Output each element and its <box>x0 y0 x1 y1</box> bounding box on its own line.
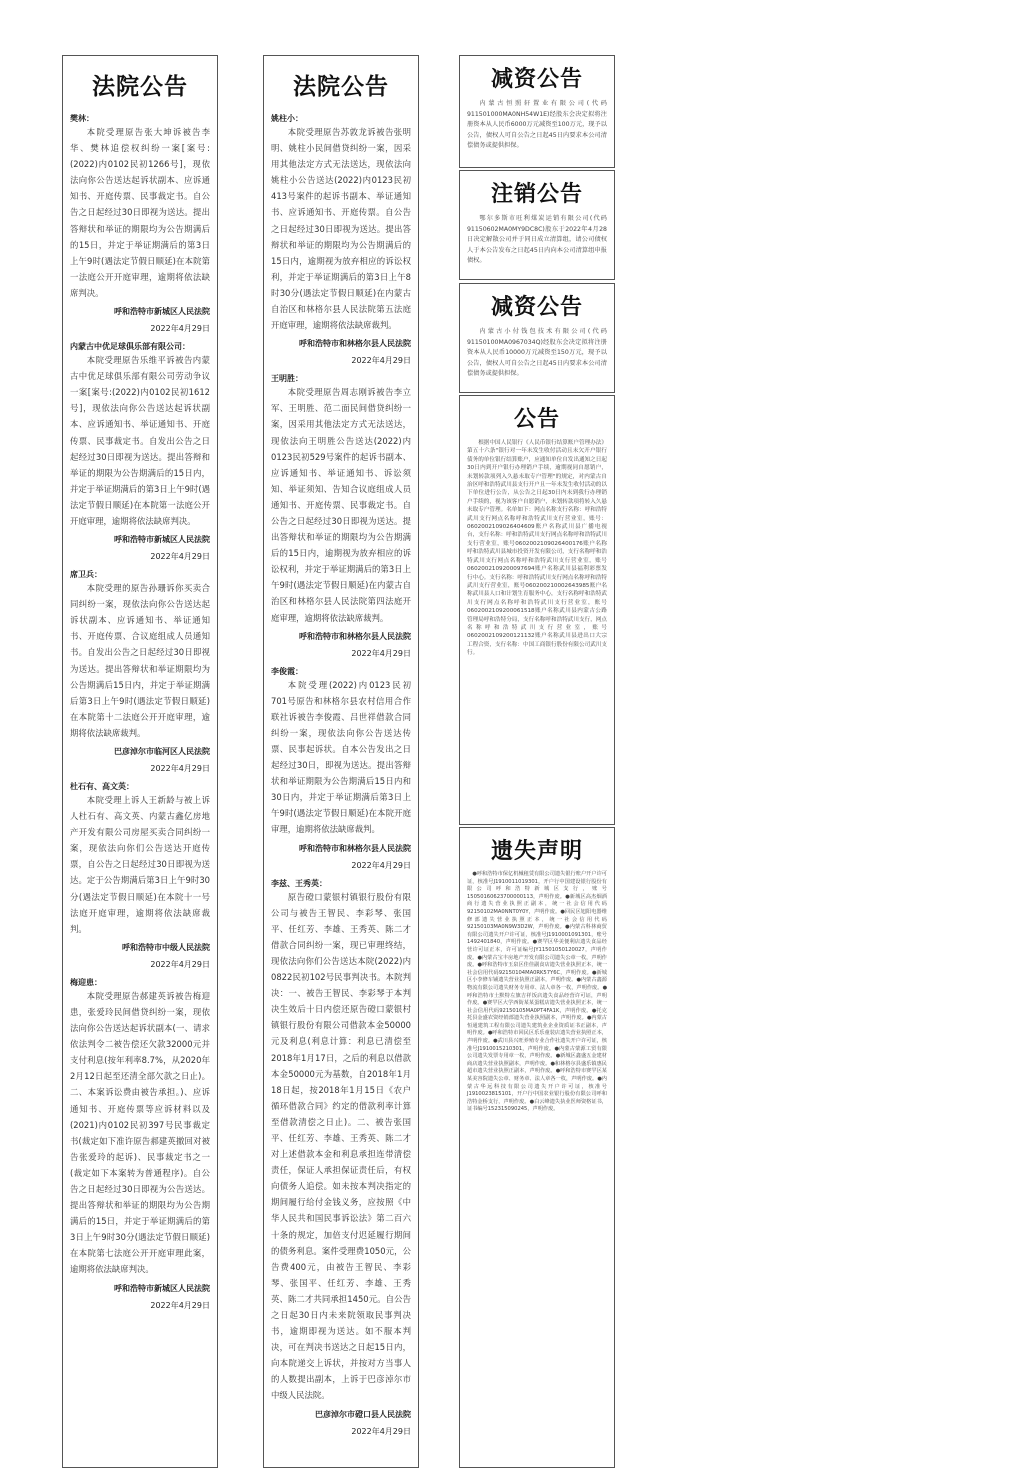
notice-body: 内蒙古恒照轩置业有限公司(代码911501000MA0NH54W1E)经股东会决定拟将注册资本从人民币6000万元减资至100万元，现予以公告，债权人可自公告之日起45日内要求本公司清偿债务或提供担保。 <box>467 100 607 150</box>
court-notice-column-2 <box>263 55 419 1468</box>
bank-account-notice <box>459 395 615 825</box>
notice-2 <box>271 373 411 661</box>
notice-heading: 减资公告 <box>490 294 583 320</box>
court-notice-column-1 <box>62 55 218 1468</box>
notice-date: 2022年4月29日 <box>150 1300 210 1310</box>
notice-heading: 遗失声明 <box>490 838 583 864</box>
notice-heading: 注销公告 <box>490 181 583 207</box>
notice-1 <box>271 113 411 369</box>
notice-heading: 公告 <box>513 406 560 432</box>
notice-date: 2022年4月29日 <box>150 764 210 773</box>
notice-body: 本院受理上诉人王新龄与被上诉人杜石有、高文英、内蒙古鑫亿房地产开发有限公司房屋买卖合同纠纷一案，现依法向你们公告送达开庭传票，自公告之日起经过30日即视为送达。定于公告期满后第3日上午9时30分(遇法定节假日顺延)在本院十一号法庭开庭审理，逾期将依法缺席裁判。 <box>70 795 210 934</box>
notice-5 <box>70 977 210 1314</box>
notice-body: 本院受理(2022)内0123民初701号原告和林格尔县农村信用合作联社诉被告李俊霞、吕世祥借款合同纠纷一案，现依法向你公告送达传票、民事起诉状。自本公告发出之日起经过30日，即视为送达。提出答辩状和举证期限为公告期满后15日内和30日内，并定于举证期满后第3日上午9时(遇法定节假日顺延)在本院开庭审理，逾期将依法缺席裁判。 <box>271 679 411 835</box>
notice-court: 呼和浩特市新城区人民法院 <box>114 307 210 317</box>
notice-3 <box>271 666 411 874</box>
notice-body: 本院受理原告郝建英诉被告梅迎患，张爱玲民间借贷纠纷一案，现依法向你公告送达起诉状副本(一、请求依法判令二被告偿还欠款32000元并支付利息(按年利率8.7%，从2020年2月12日起至还清全部欠款之日止)。二、本案诉讼费由被告承担。)、应诉通知书、开庭传票等应诉材料以及(2021)内0102民初397号民事裁定书(裁定如下准许原告郝建英撤回对被告张爱玲的起诉)、民事裁定书之一(裁定如下本案转为普通程序)。自公告之日起经过30日即视为公告送达。提出答辩状和举证的期限均为公告期满后的15日，并定于举证期满后的第3日上午9时30分(遇法定节假日顺延)在本院第七法庭公开开庭审理此案，逾期将依法缺席判决。 <box>70 990 210 1275</box>
notice-addressee: 杜石有、高文英： <box>70 782 134 791</box>
notice-body: 鄂尔多斯市旺利煤炭运销有限公司(代码91150602MA0MY9DC8C)股东于2022年4月28日决定解散公司并于同日成立清算组，请公司债权人于本公告发布之日起45日内向本公司清算组申报债权。 <box>467 215 607 265</box>
column-heading: 法院公告 <box>293 73 389 100</box>
notice-4 <box>70 781 210 973</box>
notice-addressee: 樊林： <box>70 114 94 123</box>
deregistration-notice <box>459 170 615 280</box>
notice-heading: 减资公告 <box>490 66 583 92</box>
notice-1 <box>70 113 210 337</box>
notice-addressee: 李兹、王秀英： <box>271 878 327 888</box>
notice-4 <box>271 878 411 1440</box>
column-heading: 法院公告 <box>92 73 188 100</box>
notice-court: 呼和浩特市和林格尔县人民法院 <box>299 843 411 853</box>
notice-3 <box>70 569 210 777</box>
notice-court: 巴彦淖尔市临河区人民法院 <box>114 747 210 756</box>
notice-addressee: 姚柱小： <box>271 114 303 123</box>
notice-court: 呼和浩特市和林格尔县人民法院 <box>299 339 411 349</box>
notice-body: 本院受理原告乐维平诉被告内蒙古中优足球俱乐部有限公司劳动争议一案[案号:(2022)内0102民初1612号]，现依法向你公告送达起诉状副本、应诉通知书、举证通知书、开庭传票、民事裁定书。自发出公告之日起经过30日即视为送达。提出答辩和举证的期限为公告期满后的15日内，并定于举证期满后的第3日上午9时(遇法定节假日顺延)在本院第一法庭公开开庭审理，逾期将依法缺席判决。 <box>70 355 210 526</box>
notice-date: 2022年4月29日 <box>351 648 411 658</box>
notice-court: 巴彦淖尔市磴口县人民法院 <box>315 1409 411 1419</box>
notice-addressee: 席卫兵： <box>70 570 102 580</box>
capital-reduction-notice-2 <box>459 283 615 393</box>
notice-date: 2022年4月29日 <box>150 324 210 334</box>
notice-court: 呼和浩特市新城区人民法院 <box>114 1283 210 1293</box>
notice-addressee: 梅迎患： <box>70 977 102 987</box>
notice-date: 2022年4月29日 <box>351 1426 411 1436</box>
notice-court: 呼和浩特市和林格尔县人民法院 <box>299 631 411 641</box>
notice-body: ●呼和浩特市保亿机械租赁有限公司遗失银行账户开户许可证，核准号J1910011019301，开户行中国建设银行股份有限公司呼和浩特新城区支行，账号15050160623700000113，声明作废。●新城区高杰烟酒商行遗失营业执照正副本，统一社会信用代码92150102MA0NNT0Y0Y，声明作废。●回民区旭阳电器维修部遗失营业执照正本，统一社会信用代码92150103MA0N9W3D2W，声明作废。●内蒙古科林商贸有限公司遗失开户许可证，核准号J1910001091301，账号1492401840，声明作废。●赛罕区华美便利店遗失食品经营许可证正本，许可证编号JY11501050120027，声明作废。●内蒙古宝丰房地产开发有限公司遗失公章一枚，声明作废。●呼和浩特市玉泉区佳佳副食店遗失营业执照正本，统一社会信用代码92150104MA0RK57Y6C，声明作废。●新城区小李修车铺遗失营业执照正副本，声明作废。●内蒙古鑫源物流有限公司遗失财务专用章、法人章各一枚，声明作废。●呼和浩特市土默特左旗吉祥饭店遗失食品经营许可证，声明作废。●赛罕区大学西街某某蛋糕店遗失营业执照正本，统一社会信用代码92150105MA0PT4FA1K，声明作废。●托克托县金盛农资经销部遗失营业执照副本，声明作废。●内蒙古恒通建筑工程有限公司遗失建筑业企业资质证书正副本，声明作废。●呼和浩特市回民区乐乐童装店遗失营业执照正本，声明作废。●武川县兴旺养殖专业合作社遗失开户许可证，核准号J1910015210301，声明作废。●内蒙古蒙源工贸有限公司遗失发票专用章一枚，声明作废。●新城区鑫盛五金建材商店遗失营业执照副本，声明作废。●和林格尔县盛乐镇惠民超市遗失营业执照正副本，声明作废。●呼和浩特市赛罕区某某美容院遗失公章、财务章、法人章各一枚，声明作废。●内蒙古华远科技有限公司遗失开户许可证，核准号J1910023815101，开户行中国农业银行股份有限公司呼和浩特金桥支行，声明作废。●白云峰遗失执业医师资格证书，证书编号152315090245，声明作废。 <box>467 871 607 1113</box>
notice-date: 2022年4月29日 <box>150 552 210 562</box>
notice-body: 本院受理的原告孙珊诉你买卖合同纠纷一案，现依法向你公告送达起诉状副本、应诉通知书、举证通知书、开庭传票、合议庭组成人员通知书。自发出公告之日起经过30日即视为送达。提出答辩状和举证期限均为公告期满后15日内，并定于举证期满后第3日上午9时(遇法定节假日顺延)在本院第十二法庭公开开庭审理，逾期将依法缺席裁判。 <box>70 583 210 738</box>
notice-body: 根据中国人民银行《人民币银行结算账户管理办法》第五十六条"银行对一年未发生收付活动且未欠开户银行债务的单位银行结算账户，应通知单位自发出通知之日起30日内到开户银行办理销户手续，逾期视同自愿销户，未划转款项列入久悬未取专户管理"的规定，对内蒙古自治区呼和浩特武川县支行开户且一年未发生收付活动的以下单位进行公告，从公告之日起30日内未到我行办理销户手续的，视为该客户自愿销户，未划转款项将转入久悬未取专户管理。名单如下：网点名称支行名称：呼和浩特武川支行网点名称呼和浩特武川支行营业室，账号：060200210902640​4609账户名称武川县广播电视台，支行名称：呼和浩特武川支行网点名称呼和浩特武川支行营业室，账号06020021090264​00176账户名称呼和浩特武川县城市投资开发有限公司，支行名称呼和浩特武川支行网点名称呼和浩特武川支行营业室，账号06020021092000​97694账户名称武川县福利彩票发行中心。支行名称：呼和浩特武川支行网点名称呼和浩特武川支行营业室，账号060200210002​643985账户名称武川县人口和计划生育服务中心，支行名称呼和浩特武川支行网点名称呼和浩特武川支行营业室，账号060200210920006​1518账户名称武川县内蒙古公路管理局呼和浩特分局，支行名称呼和浩特武川支行，网点名称呼和浩特武川支行营业室，账号0602002109200121132账户名称武川县进出口大宗工程合资，支行名称：中国工商银行股份有限公司武川支行。 <box>467 440 607 657</box>
notice-court: 呼和浩特市中级人民法院 <box>122 942 210 952</box>
notice-court: 呼和浩特市新城区人民法院 <box>114 535 210 545</box>
lost-declaration <box>459 827 615 1468</box>
notice-date: 2022年4月29日 <box>351 356 411 366</box>
notice-addressee: 内蒙古中优足球俱乐部有限公司： <box>70 342 190 352</box>
notice-date: 2022年4月29日 <box>351 860 411 870</box>
notice-2 <box>70 341 210 565</box>
capital-reduction-notice-1 <box>459 55 615 168</box>
notice-body: 本院受理原告张大坤诉被告李华、樊林追偿权纠纷一案[案号:(2022)内0102民初1266号]，现依法向你公告送达起诉状副本、应诉通知书、开庭传票、民事裁定书。自公告之日起经过30日即视为送达。提出答辩状和举证的期限均为公告期满后的15日，并定于举证期满后的第3日上午9时(遇法定节假日顺延)在本院第一法庭公开开庭审理，逾期将依法缺席判决。 <box>70 127 210 298</box>
notice-date: 2022年4月29日 <box>150 959 210 969</box>
notice-body: 本院受理原告苏敦龙诉被告张明明、姚柱小民间借贷纠纷一案，因采用其他法定方式无法送达，现依法向姚柱小公告送达(2022)内0123民初413号案件的起诉书副本、举证通知书、应诉通知书、开庭传票。自公告之日起经过30日即视为送达。提出答辩状和举证的期限均为公告期满后的15日内，逾期视为放弃相应的诉讼权利，并定于举证期满后的第3日上午8时30分(遇法定节假日顺延)在内蒙古自治区和林格尔县人民法院第五法庭开庭审理，逾期将依法缺席裁判。 <box>271 127 411 331</box>
notice-body: 本院受理原告周志刚诉被告李立军、王明胜、范二面民间借贷纠纷一案，因采用其他法定方式无法送达，现依法向王明胜公告送达(2022)内0123民初529号案件的起诉书副本、应诉通知书、举证通知书、诉讼须知、举证须知、告知合议庭组成人员通知书、开庭传票、民事裁定书。自公告之日起经过30日即视为送达。提出答辩状和举证的期限均为公告期满后的15日内，逾期视为放弃相应的诉讼权利，并定于举证期满后的第3日上午9时(遇法定节假日顺延)在内蒙古自治区和林格尔县人民法院第四法庭开庭审理，逾期将依法缺席裁判。 <box>271 387 411 623</box>
notice-body: 内蒙古小付钱包技术有限公司(代码91150100MA0967034Q)经股东会决定拟将注册资本从人民币10000万元减资至150万元，现予以公告，债权人可自公告之日起45日内要求本公司清偿债务或提供担保。 <box>467 328 607 378</box>
notice-addressee: 李俊霞： <box>271 666 303 676</box>
notice-body: 原告磴口蒙银村镇银行股份有限公司与被告王智民、李彩琴、张国平、任红芳、李雄、王秀英、陈二才借款合同纠纷一案，现已审理终结，现依法向你们公告送达本院(2022)内0822民初102号民事判决书。本院判决：一、被告王智民、李彩琴于本判决生效后十日内偿还原告磴口蒙银村镇银行股份有限公司借款本金50000元及利息(利息计算：利息已清偿至2018年1月17日，之后的利息以借款本金50000元为基数，自2018年1月18日起，按2018年1月15日《农户循环借款合同》约定的借款利率计算至借款清偿之日止)。二、被告张国平、任红芳、李雄、王秀英、陈二才对上述借款本金和利息承担连带清偿责任，保证人承担保证责任后，有权向债务人追偿。如未按本判决指定的期间履行给付金钱义务，应按照《中华人民共和国民事诉讼法》第二百六十条的规定，加倍支付迟延履行期间的债务利息。案件受理费1050元，公告费400元，由被告王智民、李彩琴、张国平、任红芳、李雄、王秀英、陈二才共同承担1450元。自公告之日起30日内未来院领取民事判决书，逾期即视为送达。如不服本判决，可在判决书送达之日起15日内，向本院递交上诉状，并按对方当事人的人数提出副本，上诉于巴彦淖尔市中级人民法院。 <box>271 891 411 1401</box>
notice-addressee: 王明胜： <box>271 374 303 384</box>
